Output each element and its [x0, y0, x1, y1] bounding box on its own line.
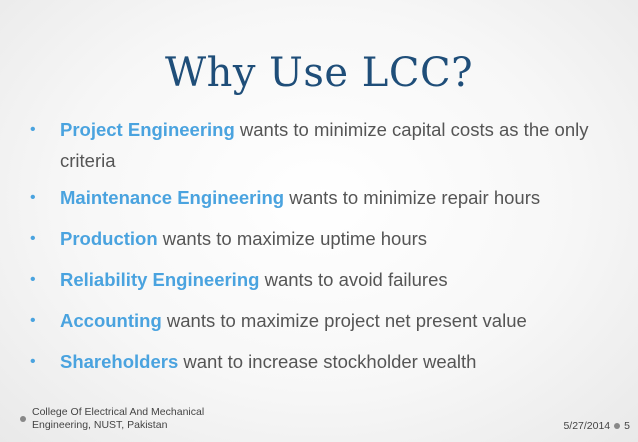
bullet-item: [30, 182, 625, 213]
bullet-text: wants to minimize repair hours: [284, 187, 541, 208]
footer-separator-dot-icon: [614, 423, 620, 429]
bullet-text: wants to avoid failures: [259, 269, 448, 290]
slide-number: 5: [624, 420, 630, 432]
bullet-keyword: Reliability Engineering: [60, 269, 260, 290]
footer-institution-text: [32, 406, 204, 432]
bullet-dot-icon: •: [30, 353, 36, 370]
slide-title: Why Use LCC?: [164, 50, 474, 96]
bullet-keyword: Accounting: [60, 310, 162, 331]
bullet-text: wants to minimize capital costs as the only criteria: [60, 119, 589, 171]
bullet-dot-icon: •: [30, 312, 36, 329]
footer-date: 5/27/2014: [563, 420, 611, 432]
bullet-item: [30, 264, 625, 295]
bullet-keyword: Maintenance Engineering: [60, 187, 285, 208]
footer-institution: [20, 406, 204, 432]
bullet-dot-icon: •: [30, 121, 36, 138]
bullet-dot-icon: •: [30, 189, 36, 206]
bullet-text: want to increase stockholder wealth: [178, 351, 477, 372]
bullet-text: wants to maximize project net present value: [161, 310, 527, 331]
bullet-dot-icon: •: [30, 230, 36, 247]
bullet-item: [30, 305, 625, 336]
bullet-item: [30, 223, 625, 254]
bullet-keyword: Production: [60, 228, 158, 249]
bullet-keyword: Project Engineering: [60, 119, 235, 140]
bullet-keyword: Shareholders: [60, 351, 179, 372]
footer-institution-line: Engineering, NUST, Pakistan: [32, 419, 168, 431]
bullet-list: [30, 114, 625, 387]
bullet-dot-icon: •: [30, 271, 36, 288]
footer-dot-icon: [20, 416, 26, 422]
bullet-item: [30, 114, 625, 176]
footer-institution-line: College Of Electrical And Mechanical: [32, 406, 205, 418]
footer-meta: [563, 420, 630, 432]
bullet-text: wants to maximize uptime hours: [157, 228, 428, 249]
bullet-item: [30, 346, 625, 377]
